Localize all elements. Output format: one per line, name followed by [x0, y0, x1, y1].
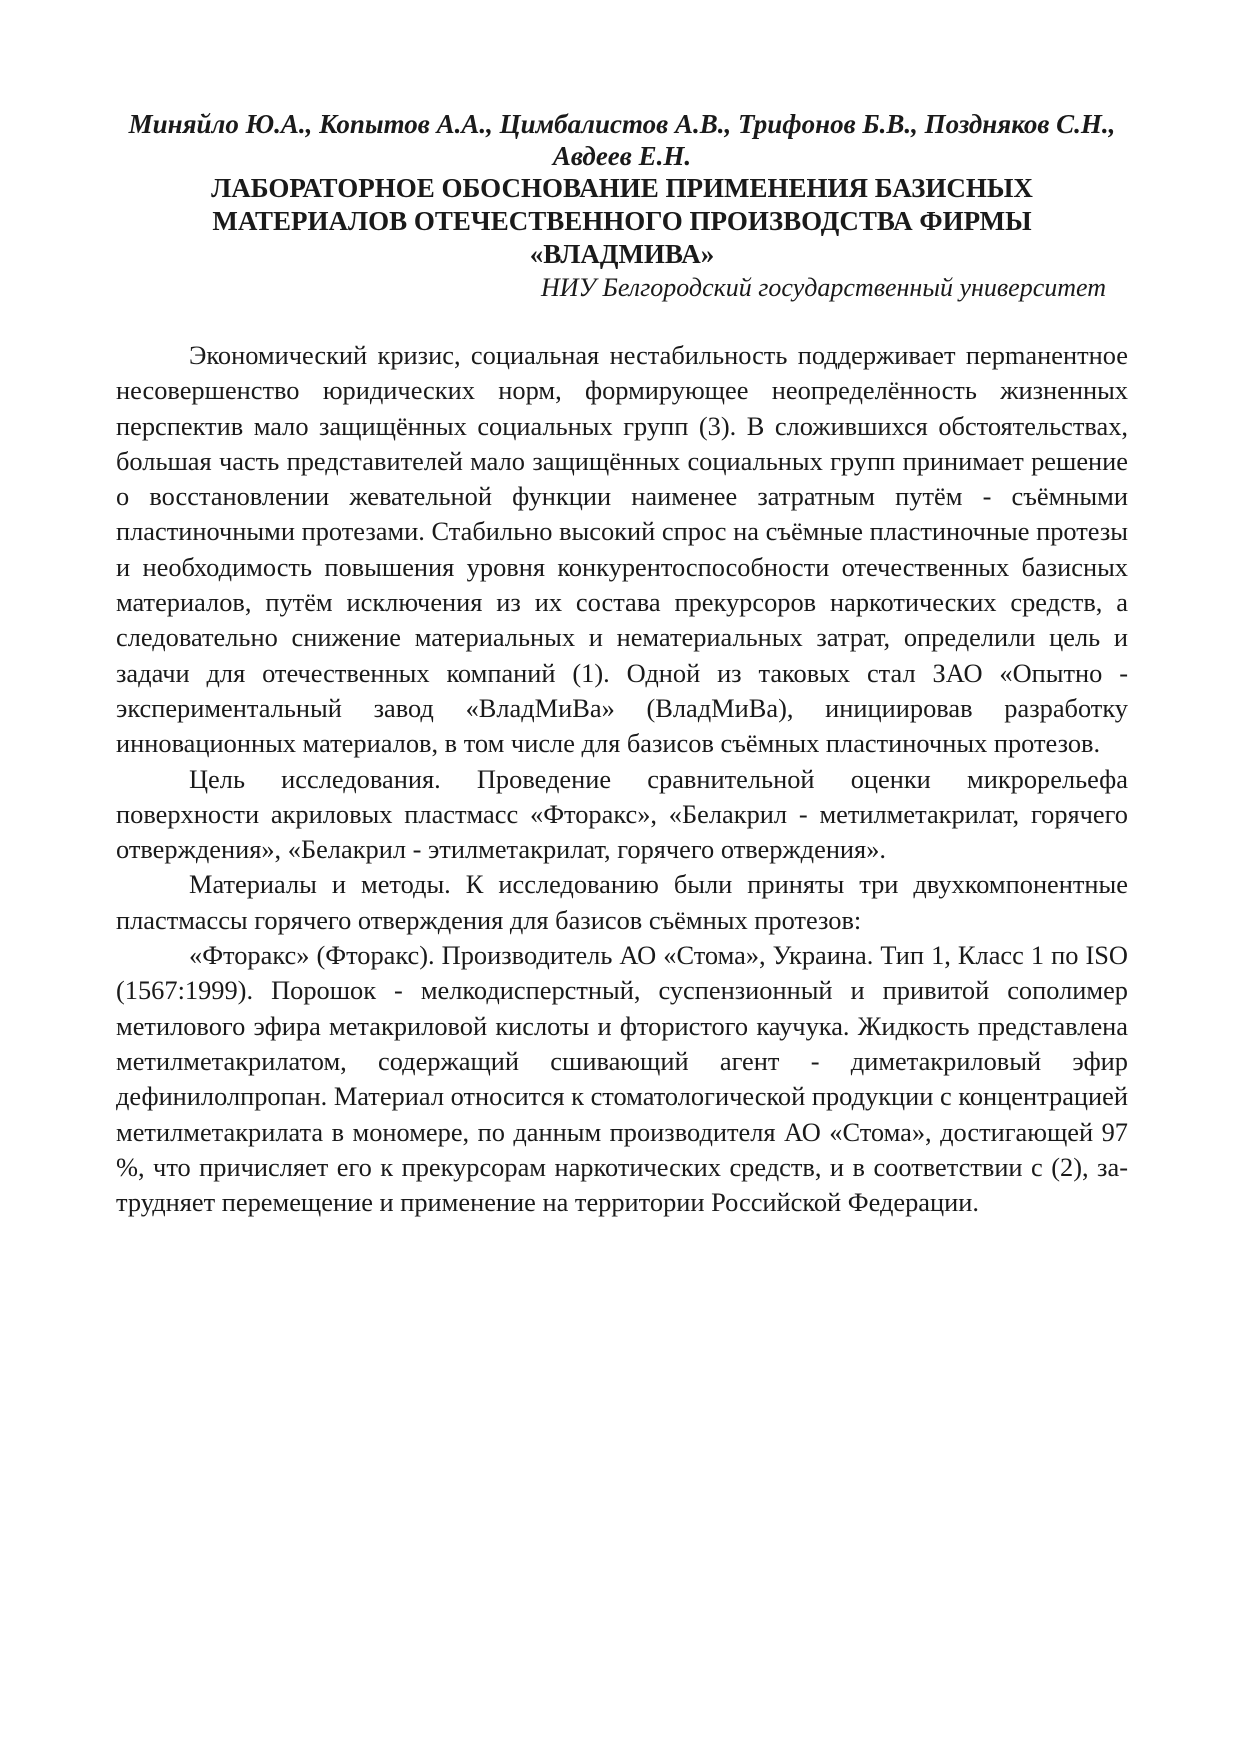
affiliation: НИУ Белгородский государственный университет: [541, 273, 1106, 302]
paper-title: [116, 172, 1128, 271]
title-line: ЛАБОРАТОРНОЕ ОБОСНОВАНИЕ ПРИМЕНЕНИЯ БАЗИСНЫХ: [211, 173, 1033, 203]
body-text: [116, 338, 1128, 1220]
document-page: [116, 108, 1128, 1220]
title-line: МАТЕРИАЛОВ ОТЕЧЕСТВЕННОГО ПРОИЗВОДСТВА ФИРМЫ: [212, 206, 1032, 236]
paragraph-methods: Материалы и методы. К исследованию были приняты три двухкомпонентные пластмассы горячего отверждения для базисов съёмных протезов:: [116, 869, 1128, 935]
paragraph-material-ftoraks: «Фторакс» (Фторакс). Производитель АО «Стома», Украина. Тип 1, Класс 1 по ISO (1567:1999). Порошок - мелкодисперстный, суспензионный и привитой сополимер метилового эфира метакриловой кислоты и фтористого каучука. Жидкость представлена метилметакрилатом, содержащий сшивающий агент - диметакриловый эфир дефинилолпропан. Материал относится к стоматологической продукции с концентрацией метилметакрилата в мономере, по данным производителя АО «Стома», достигающей 97 %, что причисляет его к прекурсорам наркотических средств, и в соответствии с (2), затрудняет перемещение и применение на территории Российской Федерации.: [116, 940, 1128, 1218]
paragraph-introduction: Экономический кризис, социальная нестабильность поддерживает перmанентное несовершенство юридических норм, формирующее неопределённость жизненных перспектив мало защищённых социальных групп (3). В сложившихся обстоятельствах, большая часть представителей мало защищённых социальных групп принимает решение о восстановлении жевательной функции наименее затратным путём - съёмными пластиночными протезами. Стабильно высокий спрос на съёмные пластиночные протезы и необходимость повышения уровня конкурентоспособности отечественных базисных материалов, путём исключения из их состава прекурсоров наркотических средств, а следовательно снижение материальных и нематериальных затрат, определили цель и задачи для отечественных компаний (1). Одной из таковых стал ЗАО «Опытно - экспериментальный завод «ВладМиВа» (ВладМиВа), инициировав разработку инновационных материалов, в том числе для базисов съёмных пластиночных протезов.: [116, 340, 1128, 759]
title-line: «ВЛАДМИВА»: [529, 239, 715, 269]
author-list: Миняйло Ю.А., Копытов А.А., Цимбалистов А.В., Трифонов Б.В., Поздняков С.Н., Авдеев Е.Н.: [128, 109, 1116, 171]
paragraph-aim: Цель исследования. Проведение сравнительной оценки микрорельефа поверхности акриловых пластмасс «Фторакс», «Белакрил - метилметакрилат, горячего отверждения», «Белакрил - этилметакрилат, горячего отверждения».: [116, 763, 1128, 865]
